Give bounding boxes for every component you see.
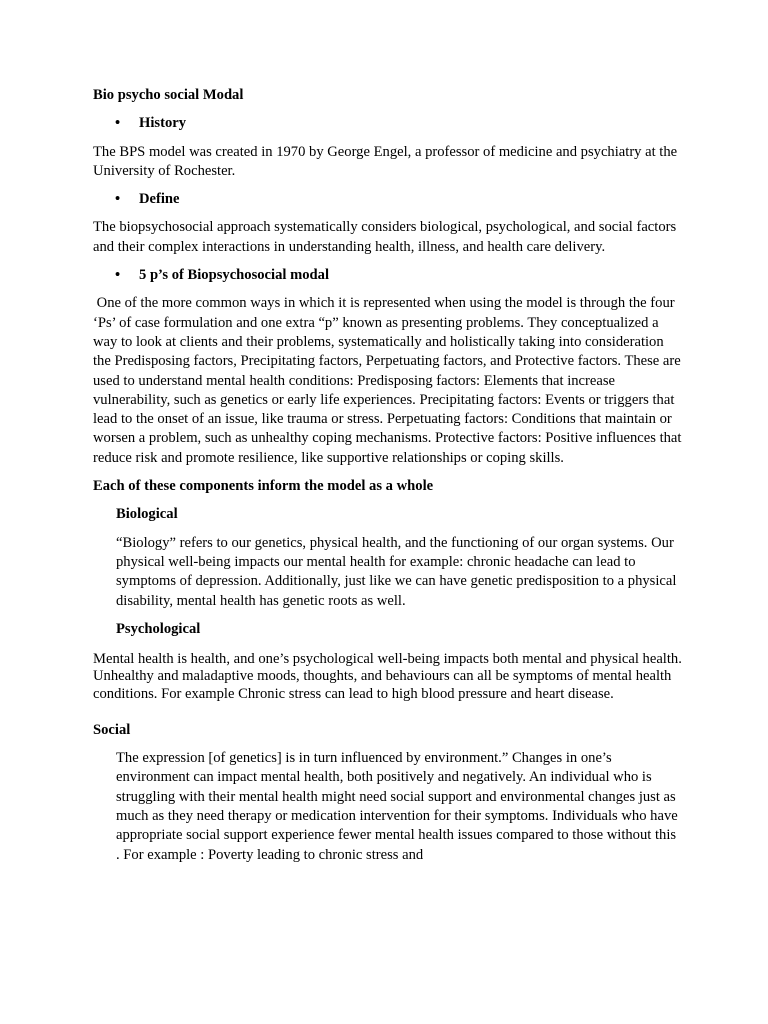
- bullet-dot-icon: •: [115, 191, 121, 208]
- history-heading: History: [139, 115, 187, 132]
- define-heading: Define: [139, 191, 180, 208]
- define-paragraph: The biopsychosocial approach systematically considers biological, psychological, and social factors and their complex interactions in understanding health, illness, and health care delivery.: [93, 219, 677, 255]
- history-paragraph: The BPS model was created in 1970 by George Engel, a professor of medicine and psychiatry at the University of Rochester.: [93, 143, 678, 179]
- psychological-paragraph: Mental health is health, and one’s psychological well-being impacts both mental and physical health. Unhealthy and maladaptive moods, thoughts, and behaviours can all be symptoms of mental health conditions. For example Chronic stress can lead to high blood pressure and heart disease.: [93, 651, 682, 702]
- five-ps-heading: 5 p’s of Biopsychosocial modal: [139, 267, 330, 284]
- document-page: [93, 86, 686, 865]
- five-ps-bullet: [93, 266, 683, 285]
- define-bullet: [93, 190, 683, 209]
- psychological-heading: Psychological: [116, 620, 201, 637]
- bullet-dot-icon: •: [115, 267, 121, 284]
- history-bullet: [93, 114, 683, 133]
- biological-heading: Biological: [116, 506, 178, 523]
- bullet-dot-icon: •: [115, 115, 121, 132]
- social-paragraph: The expression [of genetics] is in turn influenced by environment.” Changes in one’s environment can impact mental health, both positively and negatively. An individual who is struggling with their mental health might need social support and environmental changes just as much as they need therapy or medication intervention for their symptoms. Individuals who have appropriate social support experience fewer mental health issues compared to those without this . For example : Poverty leading to chronic stress and: [116, 750, 678, 863]
- document-title: Bio psycho social Modal: [93, 87, 244, 103]
- social-heading: Social: [93, 721, 131, 738]
- five-ps-paragraph: One of the more common ways in which it is represented when using the model is through the four ‘Ps’ of case formulation and one extra “p” known as presenting problems. They conceptualized a way to look at clients and their problems, systematically and holistically taking into consideration the Predisposing factors, Precipitating factors, Perpetuating factors, and Protective factors. These are used to understand mental health conditions: Predisposing factors: Elements that increase vulnerability, such as genetics or early life experiences. Precipitating factors: Events or triggers that lead to the onset of an issue, like trauma or stress. Perpetuating factors: Conditions that maintain or worsen a problem, such as unhealthy coping mechanisms. Protective factors: Positive influences that reduce risk and promote resilience, like supportive relationships or coping skills.: [93, 295, 686, 466]
- components-heading: Each of these components inform the model as a whole: [93, 478, 434, 495]
- biological-paragraph: “Biology” refers to our genetics, physical health, and the functioning of our organ systems. Our physical well-being impacts our mental health for example: chronic headache can lead to symptoms of depression. Additionally, just like we can have genetic predisposition to a physical disability, mental health has genetic roots as well.: [116, 534, 677, 609]
